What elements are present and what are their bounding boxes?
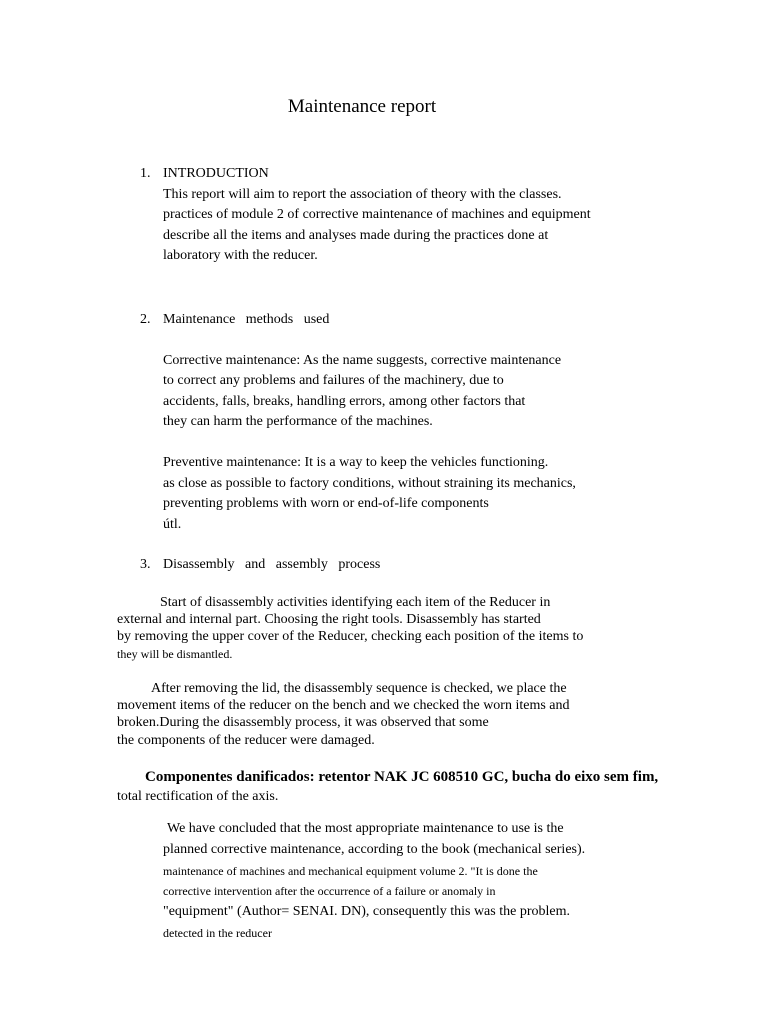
corrective-line: Corrective maintenance: As the name suggests, corrective maintenance bbox=[163, 353, 562, 368]
corrective-line: accidents, falls, breaks, handling errors, among other factors that bbox=[163, 394, 526, 409]
document-title: Maintenance report bbox=[287, 96, 437, 117]
section-number: 3. bbox=[140, 557, 151, 572]
damaged-components-rest: total rectification of the axis. bbox=[117, 789, 279, 804]
preventive-line: preventing problems with worn or end-of-life components bbox=[163, 496, 489, 511]
removal-line: movement items of the reducer on the bench and we checked the worn items and bbox=[117, 698, 570, 713]
conclusion-line: "equipment" (Author= SENAI. DN), consequently this was the problem. bbox=[163, 904, 570, 919]
removal-line: After removing the lid, the disassembly sequence is checked, we place the bbox=[151, 681, 567, 696]
disassembly-line: by removing the upper cover of the Reducer, checking each position of the items to bbox=[117, 629, 584, 644]
preventive-line: útl. bbox=[163, 517, 182, 532]
section-title: Maintenance methods used bbox=[163, 312, 330, 327]
conclusion-line: maintenance of machines and mechanical equipment volume 2. "It is done the bbox=[163, 864, 538, 878]
conclusion-line: planned corrective maintenance, according to the book (mechanical series). bbox=[163, 842, 586, 857]
disassembly-line: external and internal part. Choosing the right tools. Disassembly has started bbox=[117, 612, 541, 627]
section-3-heading bbox=[140, 557, 380, 573]
corrective-line: to correct any problems and failures of the machinery, due to bbox=[163, 373, 504, 388]
section-number: 2. bbox=[140, 312, 151, 327]
section-title: Disassembly and assembly process bbox=[163, 557, 381, 572]
disassembly-line: Start of disassembly activities identifying each item of the Reducer in bbox=[160, 595, 551, 610]
intro-line: practices of module 2 of corrective maintenance of machines and equipment bbox=[163, 207, 591, 222]
removal-line: the components of the reducer were damaged. bbox=[117, 733, 375, 748]
disassembly-line: they will be dismantled. bbox=[117, 647, 233, 661]
intro-line: describe all the items and analyses made during the practices done at bbox=[163, 228, 549, 243]
removal-line: broken.During the disassembly process, it was observed that some bbox=[117, 715, 489, 730]
section-number: 1. bbox=[140, 166, 151, 181]
corrective-line: they can harm the performance of the machines. bbox=[163, 414, 433, 429]
damaged-components-bold: Componentes danificados: retentor NAK JC 608510 GC, bucha do eixo sem fim, bbox=[145, 769, 659, 785]
section-2-heading bbox=[140, 312, 329, 328]
preventive-line: as close as possible to factory conditions, without straining its mechanics, bbox=[163, 476, 576, 491]
conclusion-line: We have concluded that the most appropriate maintenance to use is the bbox=[167, 821, 564, 836]
intro-line: laboratory with the reducer. bbox=[163, 248, 318, 263]
intro-line: This report will aim to report the association of theory with the classes. bbox=[163, 187, 562, 202]
preventive-line: Preventive maintenance: It is a way to keep the vehicles functioning. bbox=[163, 455, 549, 470]
conclusion-line: corrective intervention after the occurrence of a failure or anomaly in bbox=[163, 884, 496, 898]
conclusion-line: detected in the reducer bbox=[163, 926, 272, 940]
section-title: INTRODUCTION bbox=[163, 166, 269, 181]
section-1-heading bbox=[140, 166, 269, 182]
